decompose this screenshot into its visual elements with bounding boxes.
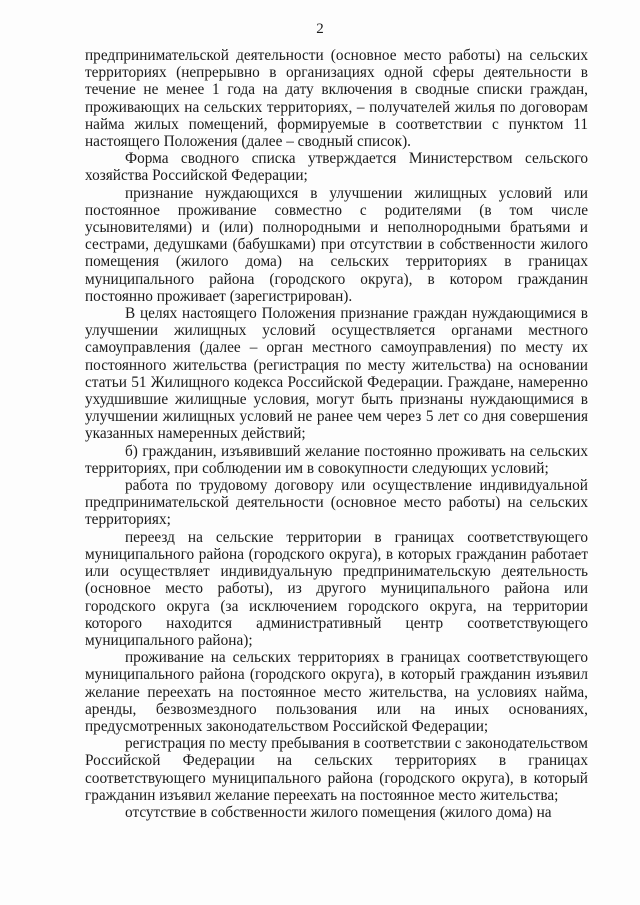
paragraph-absence-ownership: отсутствие в собственности жилого помещения (жилого дома) на — [125, 803, 552, 821]
paragraph-recognition-purpose: В целях настоящего Положения признание граждан нуждающимися в улучшении жилищных условий осуществляется органами местного самоуправления (далее – орган местного самоуправления) по месту их постоянного жительства (регистрация по месту жительства) на основании статьи 51 Жилищного кодекса Российской Федерации. Граждане, намеренно ухудшившие жилищные условия, могут быть признаны нуждающимися в улучшении жилищных условий не ранее чем через 5 лет со дня совершения указанных намеренных действий; — [85, 305, 588, 443]
page-number: 2 — [316, 21, 324, 37]
paragraph-housing-need: признание нуждающихся в улучшении жилищных условий или постоянное проживание совместно с родителями (в том числе усыновителями) и (или) полнородными и неполнородными братьями и сестрами, дедушками (бабушками) при отсутствии в собственности жилого помещения (жилого дома) на сельских территориях в границах муниципального района (городского округа), в котором гражданин постоянно проживает (зарегистрирован). — [85, 184, 588, 305]
paragraph-employment: работа по трудовому договору или осуществление индивидуальной предпринимательской деятельности (основное место работы) на сельских территориях; — [85, 477, 588, 529]
paragraph-relocation: переезд на сельские территории в границах соответствующего муниципального района (городского округа), в которых гражданин работает или осуществляет индивидуальную предпринимательскую деятельность (основное место работы), из другого муниципального района или городского округа (за исключением городского округа, на территории которого находится административный центр соответствующего муниципального района); — [85, 528, 588, 649]
paragraph-residence: проживание на сельских территориях в границах соответствующего муниципального района (городского округа), в который гражданин изъявил желание переехать на постоянное место жительства, на условиях найма, аренды, безвозмездного пользования или на иных основаниях, предусмотренных законодательством Российской Федерации; — [85, 649, 588, 735]
paragraph-summary-list-form: Форма сводного списка утверждается Министерством сельского хозяйства Российской Федерации; — [85, 150, 588, 185]
paragraph-item-b: б) гражданин, изъявивший желание постоянно проживать на сельских территориях, при соблюдении им в совокупности следующих условий; — [85, 442, 588, 477]
paragraph-continuation: предпринимательской деятельности (основное место работы) на сельских территориях (непрерывно в организациях одной сферы деятельности в течение не менее 1 года на дату включения в сводные списки граждан, проживающих на сельских территориях, – получателей жилья по договорам найма жилых помещений, формируемые в соответствии с пунктом 11 настоящего Положения (далее – сводный список). — [85, 47, 588, 151]
paragraph-registration: регистрация по месту пребывания в соответствии с законодательством Российской Федерации на сельских территориях в границах соответствующего муниципального района (городского округа), в который гражданин изъявил желание переехать на постоянное место жительства; — [85, 735, 588, 804]
document-body — [85, 47, 588, 821]
